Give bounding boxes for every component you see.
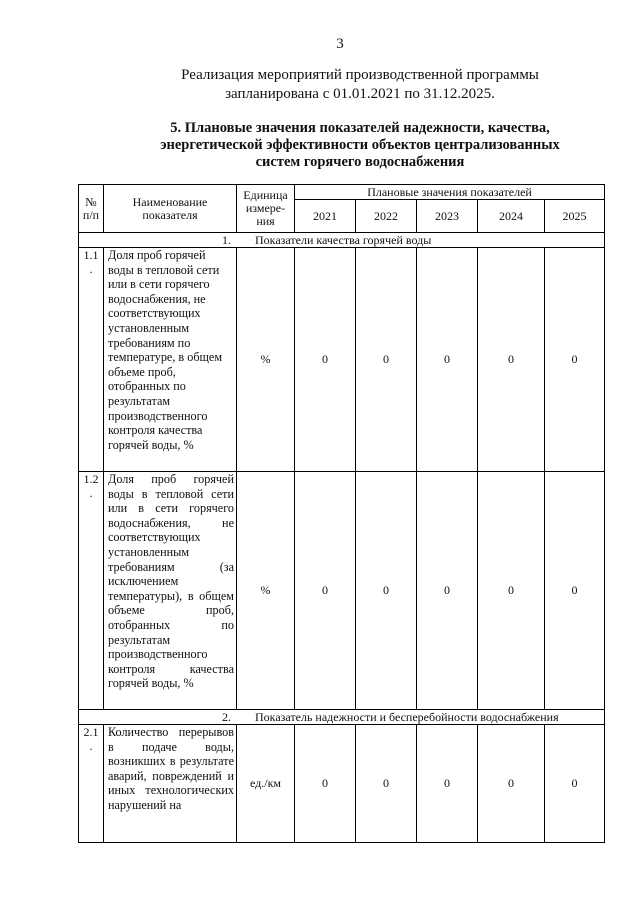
row-value: 0 bbox=[478, 725, 545, 843]
row-value: 0 bbox=[478, 472, 545, 710]
row-value: 0 bbox=[417, 725, 478, 843]
row-unit: % bbox=[237, 472, 295, 710]
section-number: 2. bbox=[222, 710, 231, 724]
indicators-table bbox=[78, 184, 605, 843]
header-num: № п/п bbox=[79, 185, 104, 233]
row-value: 0 bbox=[545, 725, 605, 843]
header-year: 2022 bbox=[356, 200, 417, 233]
row-name: Доля проб горячей воды в тепловой сети или в сети горячего водоснабжения, не соответствующих установленным требованиям по температуре, в общем объеме проб, отобранных по результатам производственного контроля качества горячей воды, % bbox=[104, 248, 237, 472]
intro-line: запланирована с 01.01.2021 по 31.12.2025. bbox=[225, 86, 495, 102]
table-row bbox=[79, 248, 605, 472]
row-value: 0 bbox=[545, 248, 605, 472]
row-number: 1.1 . bbox=[79, 248, 104, 472]
row-value: 0 bbox=[478, 248, 545, 472]
table-row bbox=[79, 725, 605, 843]
page-number: 3 bbox=[336, 36, 344, 52]
heading-line: систем горячего водоснабжения bbox=[255, 154, 465, 170]
row-unit: % bbox=[237, 248, 295, 472]
section-number: 1. bbox=[222, 233, 231, 247]
table-header-row bbox=[79, 185, 605, 200]
row-value: 0 bbox=[295, 248, 356, 472]
row-value: 0 bbox=[356, 248, 417, 472]
section-title: Показатель надежности и бесперебойности водоснабжения bbox=[255, 710, 559, 724]
header-year: 2021 bbox=[295, 200, 356, 233]
intro-line: Реализация мероприятий производственной программы bbox=[181, 67, 539, 83]
row-value: 0 bbox=[417, 248, 478, 472]
row-value: 0 bbox=[356, 472, 417, 710]
header-year: 2023 bbox=[417, 200, 478, 233]
row-name: Доля проб горячей воды в тепловой сети или в сети горячего водоснабжения, не соответствующих установленным требованиям (за исключением температуры), в общем объеме проб, отобранных по результатам производственного контроля качества горячей воды, % bbox=[104, 472, 237, 710]
row-value: 0 bbox=[417, 472, 478, 710]
row-value: 0 bbox=[356, 725, 417, 843]
section-row bbox=[79, 233, 605, 248]
section-title: Показатели качества горячей воды bbox=[255, 233, 432, 247]
row-name: Количество перерывов в подаче воды, возникших в результате аварий, повреждений и иных технологических нарушений на bbox=[104, 725, 237, 843]
row-value: 0 bbox=[545, 472, 605, 710]
heading-line: 5. Плановые значения показателей надежности, качества, bbox=[170, 120, 550, 136]
row-value: 0 bbox=[295, 472, 356, 710]
intro-text bbox=[150, 66, 570, 104]
header-unit: Единица измере-ния bbox=[237, 185, 295, 233]
header-year: 2024 bbox=[478, 200, 545, 233]
section-row bbox=[79, 710, 605, 725]
row-unit: ед./км bbox=[237, 725, 295, 843]
header-planned: Плановые значения показателей bbox=[295, 185, 605, 200]
section-heading bbox=[110, 120, 610, 171]
row-number: 2.1 . bbox=[79, 725, 104, 843]
header-name: Наименование показателя bbox=[104, 185, 237, 233]
row-value: 0 bbox=[295, 725, 356, 843]
row-number: 1.2 . bbox=[79, 472, 104, 710]
table-row bbox=[79, 472, 605, 710]
heading-line: энергетической эффективности объектов централизованных bbox=[160, 137, 560, 153]
header-year: 2025 bbox=[545, 200, 605, 233]
